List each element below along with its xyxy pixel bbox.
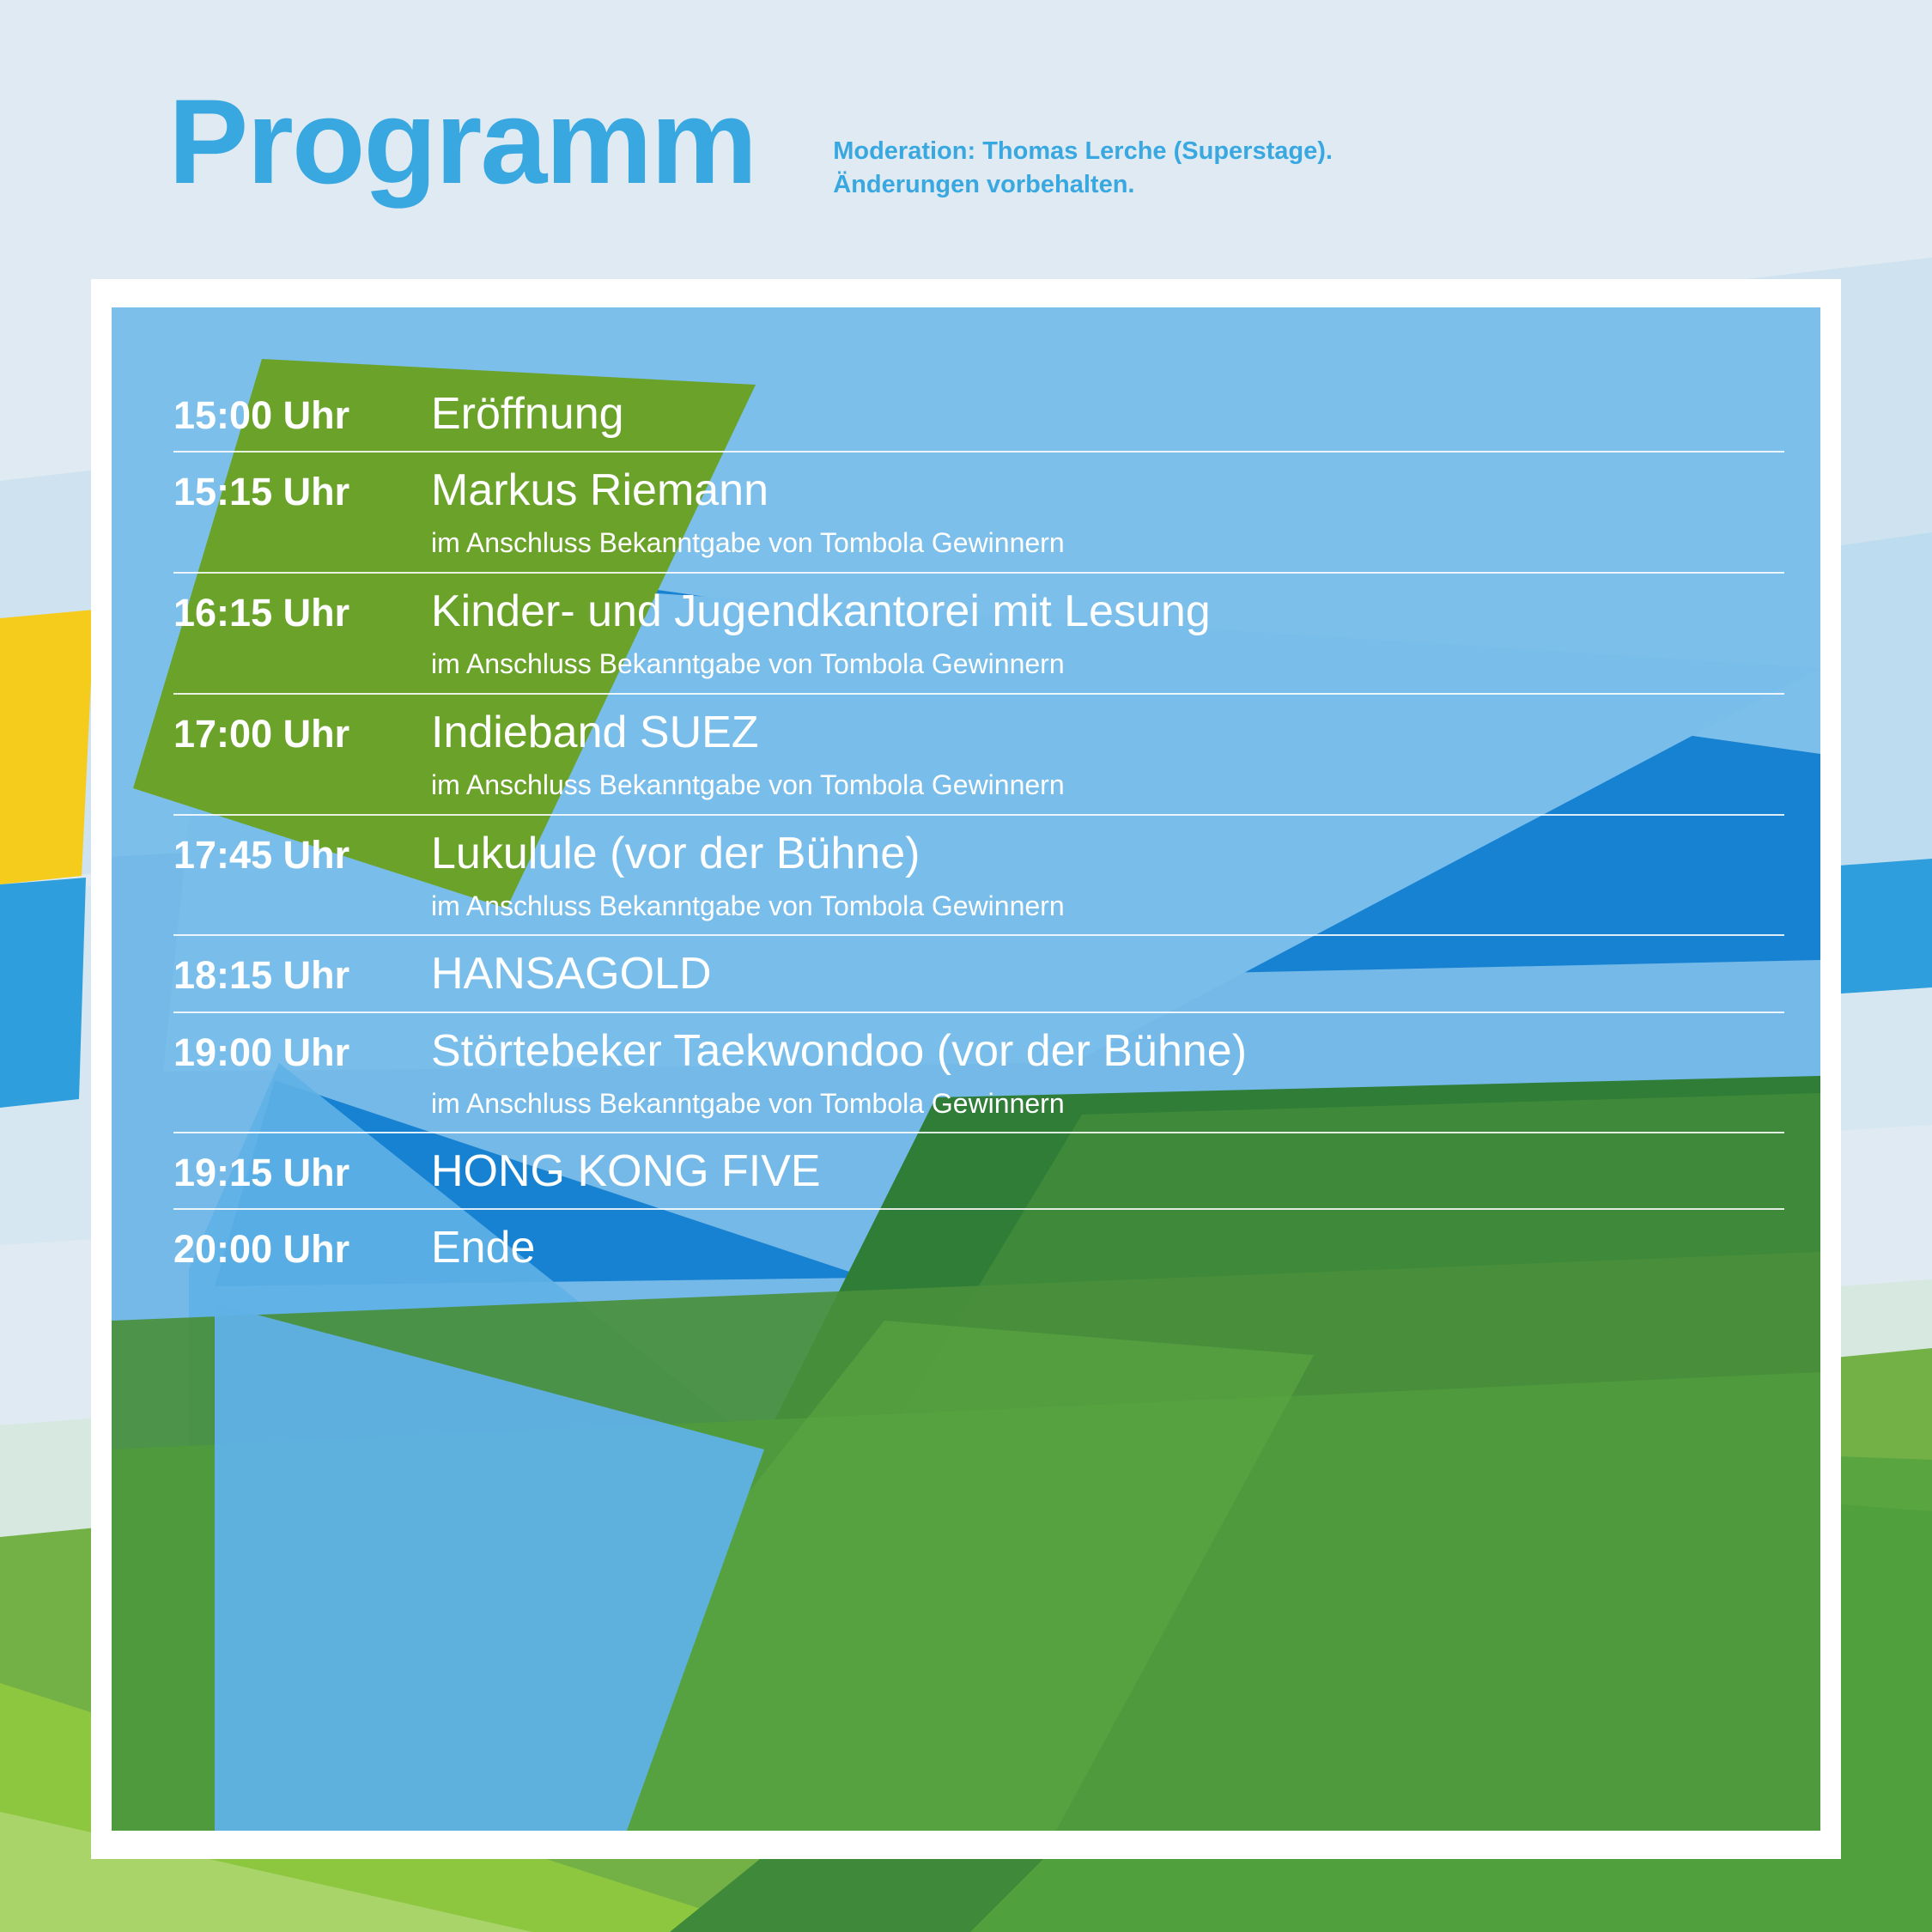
program-row[interactable]: [173, 390, 1784, 453]
row-time: 19:00 Uhr: [173, 1030, 350, 1074]
row-body: [431, 1224, 1784, 1274]
row-time: 15:15 Uhr: [173, 470, 350, 514]
bg-blue-block-left: [0, 878, 86, 1108]
row-body: [431, 829, 1784, 925]
row-time: 17:45 Uhr: [173, 832, 350, 877]
page-title: Programm: [168, 74, 756, 209]
moderation-note: [833, 135, 1333, 202]
row-title: HANSAGOLD: [431, 949, 712, 999]
program-row[interactable]: [173, 829, 1784, 937]
program-row[interactable]: [173, 708, 1784, 816]
row-body: [431, 1027, 1784, 1122]
moderation-line-1: Moderation: Thomas Lerche (Superstage).: [833, 137, 1333, 165]
moderation-line-2: Änderungen vorbehalten.: [833, 171, 1135, 199]
row-title: Kinder- und Jugendkantorei mit Lesung: [431, 586, 1211, 636]
row-note: im Anschluss Bekanntgabe von Tombola Gewinnern: [431, 769, 1065, 800]
program-row[interactable]: [173, 1224, 1784, 1285]
row-body: [431, 1147, 1784, 1198]
row-time: 16:15 Uhr: [173, 590, 350, 635]
program-row[interactable]: [173, 1027, 1784, 1134]
row-time: 15:00 Uhr: [173, 393, 350, 437]
row-time: 18:15 Uhr: [173, 953, 350, 998]
program-row[interactable]: [173, 587, 1784, 695]
row-title: Eröffnung: [431, 389, 624, 439]
row-title: Ende: [431, 1223, 536, 1273]
program-rows: [112, 307, 1820, 1831]
row-title: Lukulule (vor der Bühne): [431, 828, 920, 878]
row-body: [431, 950, 1784, 1000]
row-time: 20:00 Uhr: [173, 1227, 350, 1272]
row-title: HONG KONG FIVE: [431, 1146, 821, 1197]
page-header: [168, 74, 1333, 209]
row-time: 17:00 Uhr: [173, 711, 350, 756]
bg-yellow-block: [0, 610, 94, 884]
program-row[interactable]: [173, 950, 1784, 1012]
row-title: Markus Riemann: [431, 465, 769, 516]
row-note: im Anschluss Bekanntgabe von Tombola Gewinnern: [431, 890, 1065, 921]
program-panel: [91, 279, 1841, 1859]
row-body: [431, 708, 1784, 804]
row-note: im Anschluss Bekanntgabe von Tombola Gewinnern: [431, 527, 1065, 559]
row-body: [431, 587, 1784, 683]
program-panel-inner: [112, 307, 1820, 1831]
row-body: [431, 466, 1784, 562]
row-note: im Anschluss Bekanntgabe von Tombola Gewinnern: [431, 1087, 1065, 1119]
row-note: im Anschluss Bekanntgabe von Tombola Gewinnern: [431, 648, 1065, 680]
program-row[interactable]: [173, 466, 1784, 574]
program-row[interactable]: [173, 1147, 1784, 1210]
row-time: 19:15 Uhr: [173, 1151, 350, 1195]
row-title: Störtebeker Taekwondoo (vor der Bühne): [431, 1025, 1248, 1076]
row-title: Indieband SUEZ: [431, 707, 759, 757]
row-body: [431, 390, 1784, 440]
